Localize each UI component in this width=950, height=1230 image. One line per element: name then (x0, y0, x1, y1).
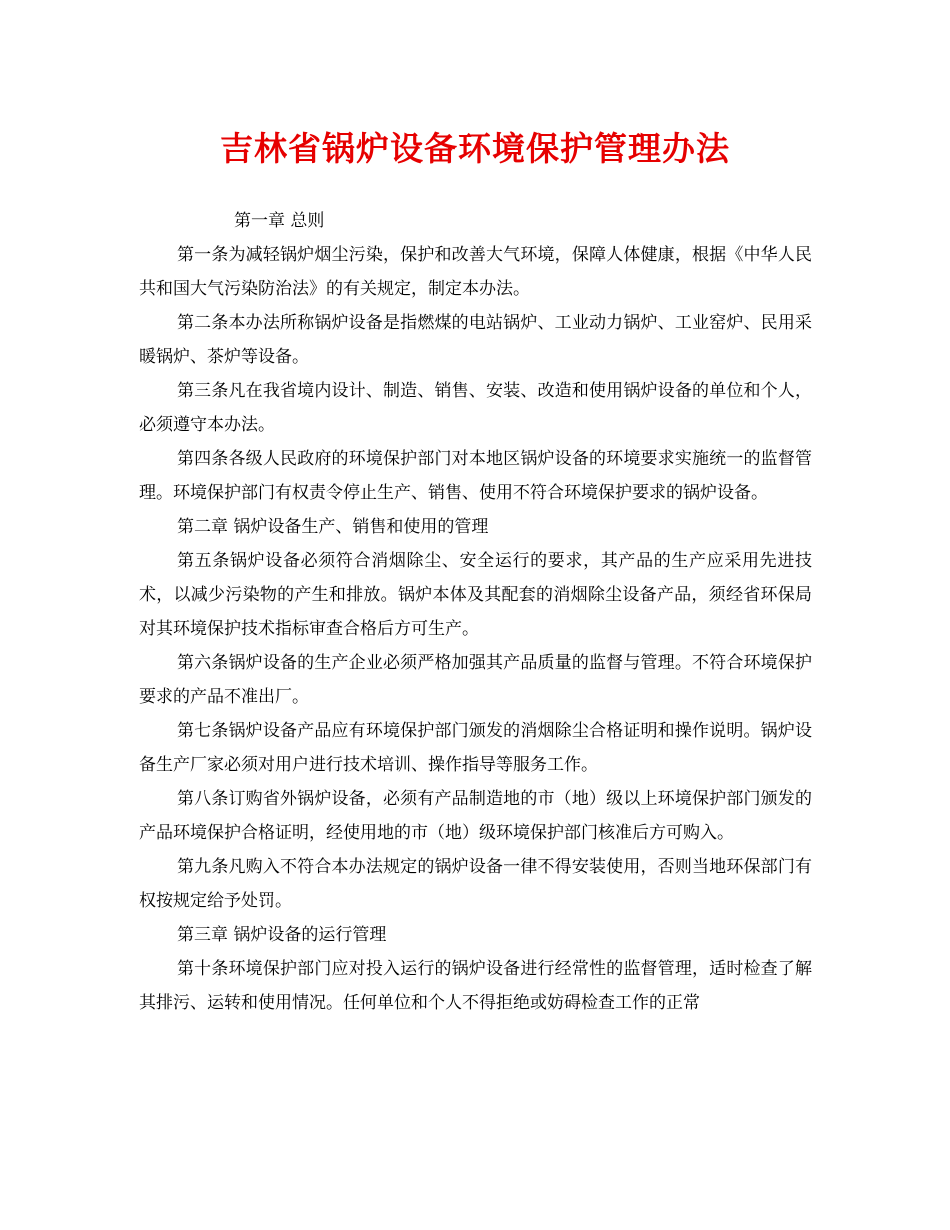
article-3: 第三条凡在我省境内设计、制造、销售、安装、改造和使用锅炉设备的单位和个人，必须遵守本办法。 (139, 381, 812, 435)
article-8: 第八条订购省外锅炉设备，必须有产品制造地的市（地）级以上环境保护部门颁发的产品环境保护合格证明，经使用地的市（地）级环境保护部门核准后方可购入。 (139, 789, 812, 843)
article-9: 第九条凡购入不符合本办法规定的锅炉设备一律不得安装使用，否则当地环保部门有权按规定给予处罚。 (139, 857, 812, 911)
chapter-heading-1: 第一章 总则 (234, 211, 325, 231)
chapter-heading-3: 第三章 锅炉设备的运行管理 (177, 925, 387, 945)
article-2: 第二条本办法所称锅炉设备是指燃煤的电站锅炉、工业动力锅炉、工业窑炉、民用采暖锅炉、茶炉等设备。 (139, 313, 812, 367)
article-6: 第六条锅炉设备的生产企业必须严格加强其产品质量的监督与管理。不符合环境保护要求的产品不准出厂。 (139, 653, 812, 707)
document-title: 吉林省锅炉设备环境保护管理办法 (220, 129, 730, 168)
article-5: 第五条锅炉设备必须符合消烟除尘、安全运行的要求，其产品的生产应采用先进技术，以减少污染物的产生和排放。锅炉本体及其配套的消烟除尘设备产品，须经省环保局对其环境保护技术指标审查合格后方可生产。 (139, 551, 812, 639)
article-4: 第四条各级人民政府的环境保护部门对本地区锅炉设备的环境要求实施统一的监督管理。环境保护部门有权责令停止生产、销售、使用不符合环境保护要求的锅炉设备。 (139, 449, 812, 503)
article-10: 第十条环境保护部门应对投入运行的锅炉设备进行经常性的监督管理，适时检查了解其排污、运转和使用情况。任何单位和个人不得拒绝或妨碍检查工作的正常 (139, 959, 812, 1013)
chapter-heading-2: 第二章 锅炉设备生产、销售和使用的管理 (177, 517, 489, 537)
article-1: 第一条为减轻锅炉烟尘污染，保护和改善大气环境，保障人体健康，根据《中华人民共和国大气污染防治法》的有关规定，制定本办法。 (139, 245, 812, 299)
article-7: 第七条锅炉设备产品应有环境保护部门颁发的消烟除尘合格证明和操作说明。锅炉设备生产厂家必须对用户进行技术培训、操作指导等服务工作。 (139, 721, 812, 775)
document-body (139, 204, 812, 1020)
